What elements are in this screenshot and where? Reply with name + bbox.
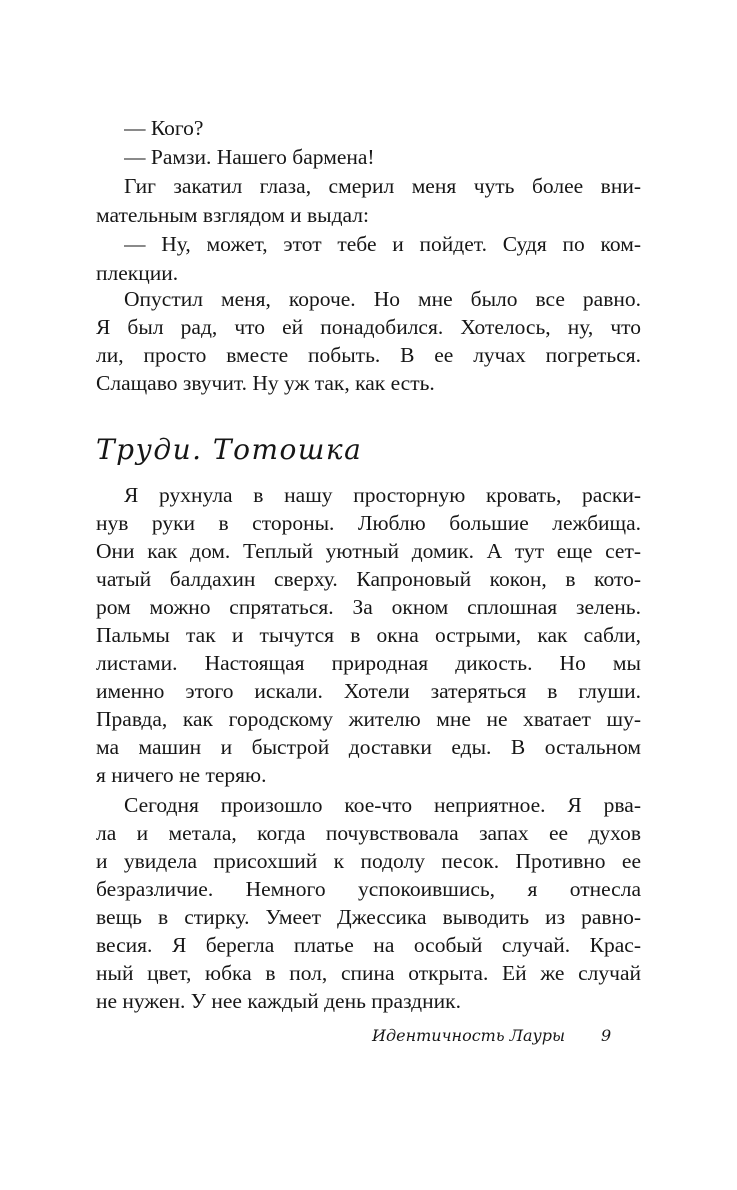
text-line: именно этого искали. Хотели затеряться в глуши. — [96, 679, 641, 703]
text-line: Я был рад, что ей понадобился. Хотелось, ну, что — [96, 315, 641, 339]
text-line: листами. Настоящая природная дикость. Но мы — [96, 651, 641, 675]
text-line: и увидела присохший к подолу песок. Противно ее — [96, 849, 641, 873]
text-line: Сегодня произошло кое-что неприятное. Я рва- — [124, 793, 641, 817]
text-line: плекции. — [96, 261, 179, 285]
text-line: Они как дом. Теплый уютный домик. А тут еще сет- — [96, 539, 641, 563]
text-line: мательным взглядом и выдал: — [96, 203, 369, 227]
text-line: ром можно спрятаться. За окном сплошная зелень. — [96, 595, 641, 619]
text-line: весия. Я берегла платье на особый случай. Крас- — [96, 933, 641, 957]
text-line: ма машин и быстрой доставки еды. В остальном — [96, 735, 641, 759]
text-line: Пальмы так и тычутся в окна острыми, как сабли, — [96, 623, 641, 647]
chapter-heading: Труди. Тотошка — [96, 433, 363, 466]
text-line: Гиг закатил глаза, смерил меня чуть более вни- — [124, 174, 641, 198]
text-line: чатый балдахин сверху. Капроновый кокон, в кото- — [96, 567, 641, 591]
text-line: Слащаво звучит. Ну уж так, как есть. — [96, 371, 435, 395]
text-line: — Ну, может, этот тебе и пойдет. Судя по ком- — [124, 232, 641, 256]
text-line: я ничего не теряю. — [96, 763, 267, 787]
text-line: Правда, как городскому жителю мне не хватает шу- — [96, 707, 641, 731]
text-line: Я рухнула в нашу просторную кровать, раски- — [124, 483, 641, 507]
running-footer-title: Идентичность Лауры — [372, 1026, 566, 1045]
text-line: нув руки в стороны. Люблю большие лежбища. — [96, 511, 641, 535]
dialogue-line: — Кого? — [124, 116, 204, 140]
text-line: не нужен. У нее каждый день праздник. — [96, 989, 461, 1013]
text-line: ли, просто вместе побыть. В ее лучах погреться. — [96, 343, 641, 367]
text-line: ный цвет, юбка в пол, спина открыта. Ей же случай — [96, 961, 641, 985]
text-line: Опустил меня, короче. Но мне было все равно. — [124, 287, 641, 311]
dialogue-line: — Рамзи. Нашего бармена! — [124, 145, 375, 169]
text-line: вещь в стирку. Умеет Джессика выводить из равно- — [96, 905, 641, 929]
text-line: безразличие. Немного успокоившись, я отнесла — [96, 877, 641, 901]
page-number: 9 — [601, 1026, 612, 1045]
text-line: ла и метала, когда почувствовала запах ее духов — [96, 821, 641, 845]
